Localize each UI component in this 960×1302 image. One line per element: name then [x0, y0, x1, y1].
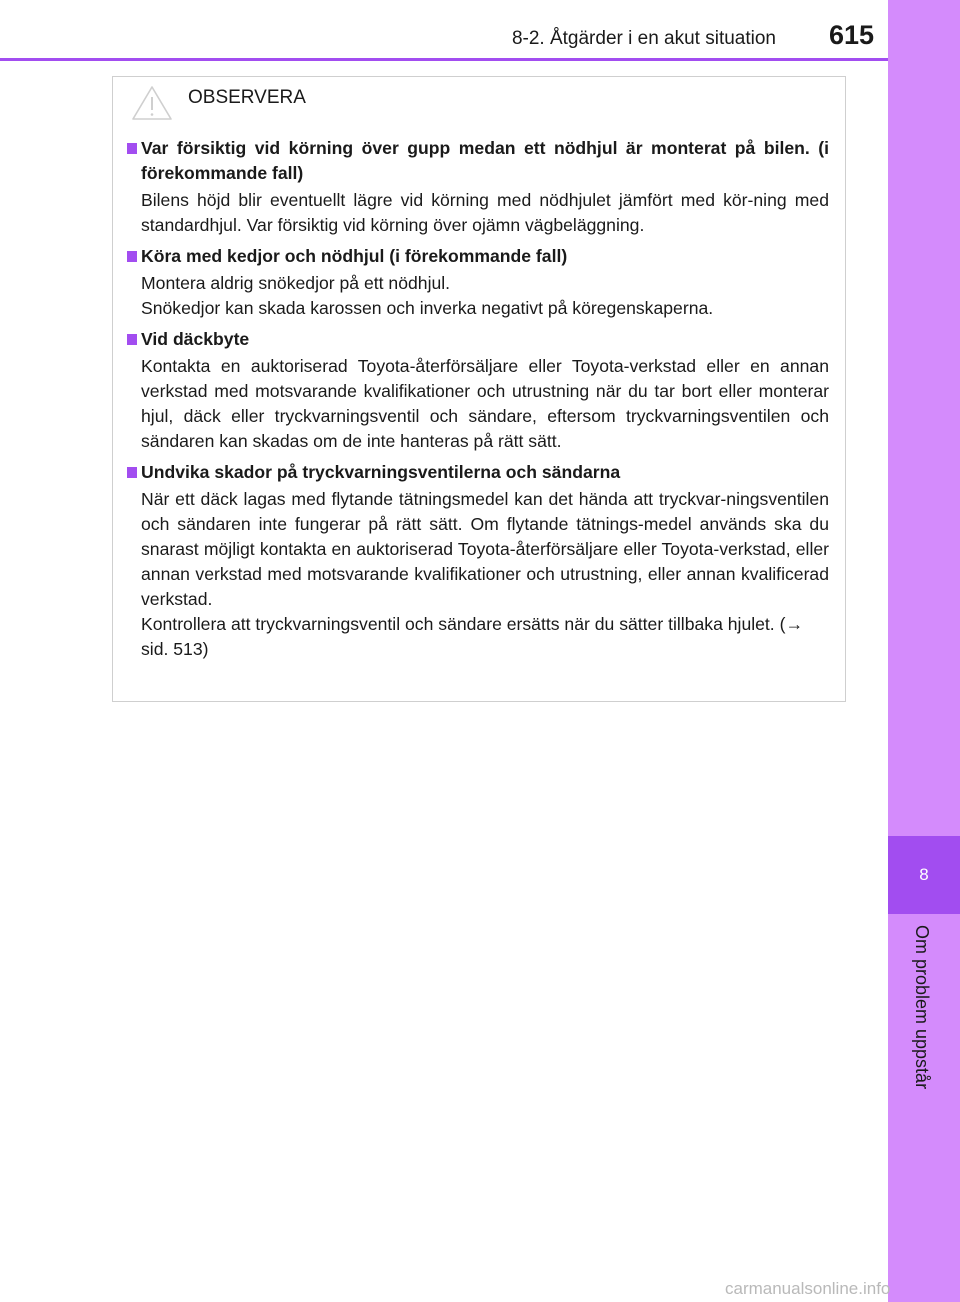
watermark: carmanualsonline.info [725, 1279, 891, 1298]
square-bullet-icon [127, 334, 137, 345]
section-heading [127, 460, 829, 485]
section-heading [127, 244, 829, 269]
section-title: 8-2. Åtgärder i en akut situation [511, 28, 776, 49]
section-paragraph: Montera aldrig snökedjor på ett nödhjul. [141, 273, 451, 293]
chapter-number-box [888, 836, 960, 914]
section-heading-text: Vid däckbyte [141, 329, 250, 349]
square-bullet-icon [127, 143, 137, 154]
header-divider [0, 58, 888, 61]
caution-box [112, 76, 846, 702]
caution-section [127, 244, 829, 321]
caution-section [127, 460, 829, 662]
section-paragraph: Bilens höjd blir eventuellt lägre vid körning med nödhjulet jämfört med kör-ning med standardhjul. Var försiktig vid körning över ojämn vägbeläggning. [141, 190, 829, 235]
arrow-right-icon: → [785, 614, 804, 634]
chapter-number: 8 [919, 865, 929, 884]
caution-sections [127, 136, 829, 668]
square-bullet-icon [127, 467, 137, 478]
section-heading-text: Köra med kedjor och nödhjul (i förekommande fall) [141, 246, 568, 266]
section-paragraph: När ett däck lagas med flytande tätningsmedel kan det hända att tryckvar-ningsventilen och sändaren inte fungerar på rätt sätt. Om flytande tätnings-medel används ska du snarast möjligt kontakta en auktoriserad Toyota-återförsäljare eller Toyota-verkstad, eller annan verkstad med motsvarande kvalifikationer och utrustning, eller annan kvalificerad verkstad. [141, 489, 829, 609]
caution-label: OBSERVERA [188, 87, 306, 108]
warning-triangle-icon [131, 85, 173, 121]
section-heading [127, 136, 829, 186]
chapter-side-tab [888, 0, 960, 1302]
section-heading-text: Undvika skador på tryckvarningsventilerna och sändarna [141, 462, 621, 482]
section-paragraph: Snökedjor kan skada karossen och inverka negativt på köregenskaperna. [141, 298, 714, 318]
page-reference-link[interactable]: sid. 513) [141, 639, 209, 659]
section-heading-text: Var försiktig vid körning över gupp medan ett nödhjul är monterat på bilen. (i förekommande fall) [141, 138, 829, 183]
page-number: 615 [829, 20, 875, 50]
caution-section [127, 136, 829, 238]
section-paragraph-with-reference [127, 612, 829, 662]
caution-section [127, 327, 829, 454]
section-paragraph: Kontakta en auktoriserad Toyota-återförsäljare eller Toyota-verkstad eller en annan verkstad med motsvarande kvalifikationer och utrustning när du tar bort eller monterar hjul, däck eller tryckvarningsventil och sändare, eftersom tryckvarningsventilen och sändaren kan skadas om de inte hanteras på rätt sätt. [141, 356, 829, 451]
square-bullet-icon [127, 251, 137, 262]
chapter-label: Om problem uppstår [912, 925, 932, 1090]
reference-text-before: Kontrollera att tryckvarningsventil och sändare ersätts när du sätter tillbaka hjulet. ( [141, 614, 786, 634]
section-heading [127, 327, 829, 352]
